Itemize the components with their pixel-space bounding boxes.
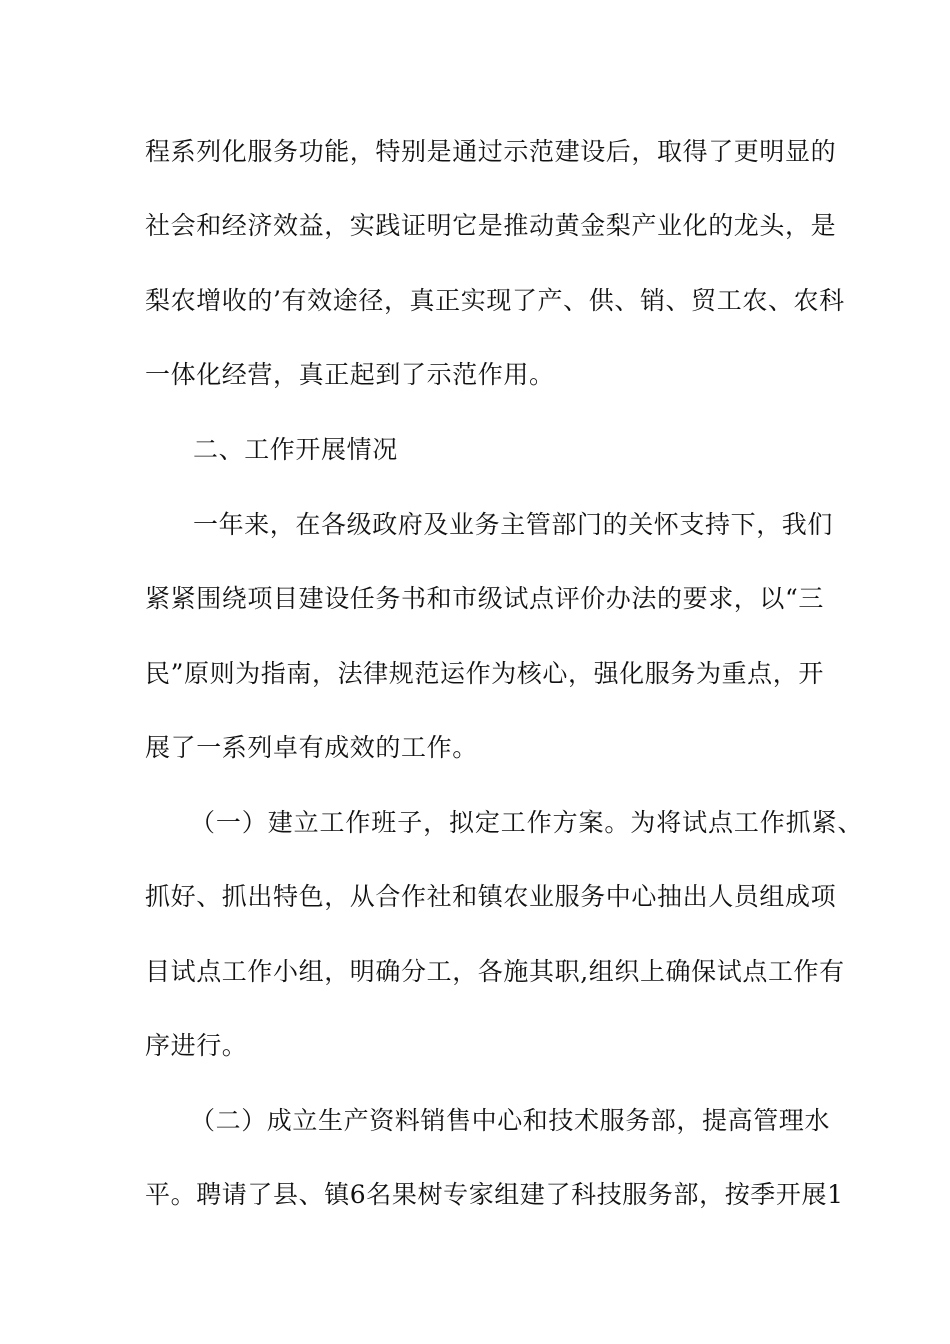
subsection-line: （一）建立工作班子，拟定工作方案。为将试点工作抓紧、 [190,808,864,837]
paragraph-line: 程系列化服务功能，特别是通过示范建设后，取得了更明显的 [145,137,837,166]
paragraph-line: 展了一系列卓有成效的工作。 [145,733,478,762]
paragraph-line: 一年来，在各级政府及业务主管部门的关怀支持下，我们 [193,510,834,539]
paragraph-line: 紧紧围绕项目建设任务书和市级试点评价办法的要求，以“三 [145,584,824,613]
paragraph-line: 序进行。 [145,1031,248,1060]
paragraph-line: 社会和经济效益，实践证明它是推动黄金梨产业化的龙头，是 [145,211,837,240]
paragraph-line: 目试点工作小组，明确分工，各施其职,组织上确保试点工作有 [145,957,845,986]
paragraph-line: 平。聘请了县、镇6名果树专家组建了科技服务部，按季开展1 [145,1180,844,1209]
paragraph-line: 梨农增收的’有效途径，真正实现了产、供、销、贸工农、农科 [145,286,845,315]
paragraph-line: 抓好、抓出特色，从合作社和镇农业服务中心抽出人员组成项 [145,882,837,911]
paragraph-line: 民”原则为指南，法律规范运作为核心，强化服务为重点，开 [145,659,824,688]
paragraph-line: 一体化经营，真正起到了示范作用。 [145,360,555,389]
subsection-line: （二）成立生产资料销售中心和技术服务部，提高管理水 [190,1106,831,1135]
section-heading: 二、工作开展情况 [193,435,398,464]
